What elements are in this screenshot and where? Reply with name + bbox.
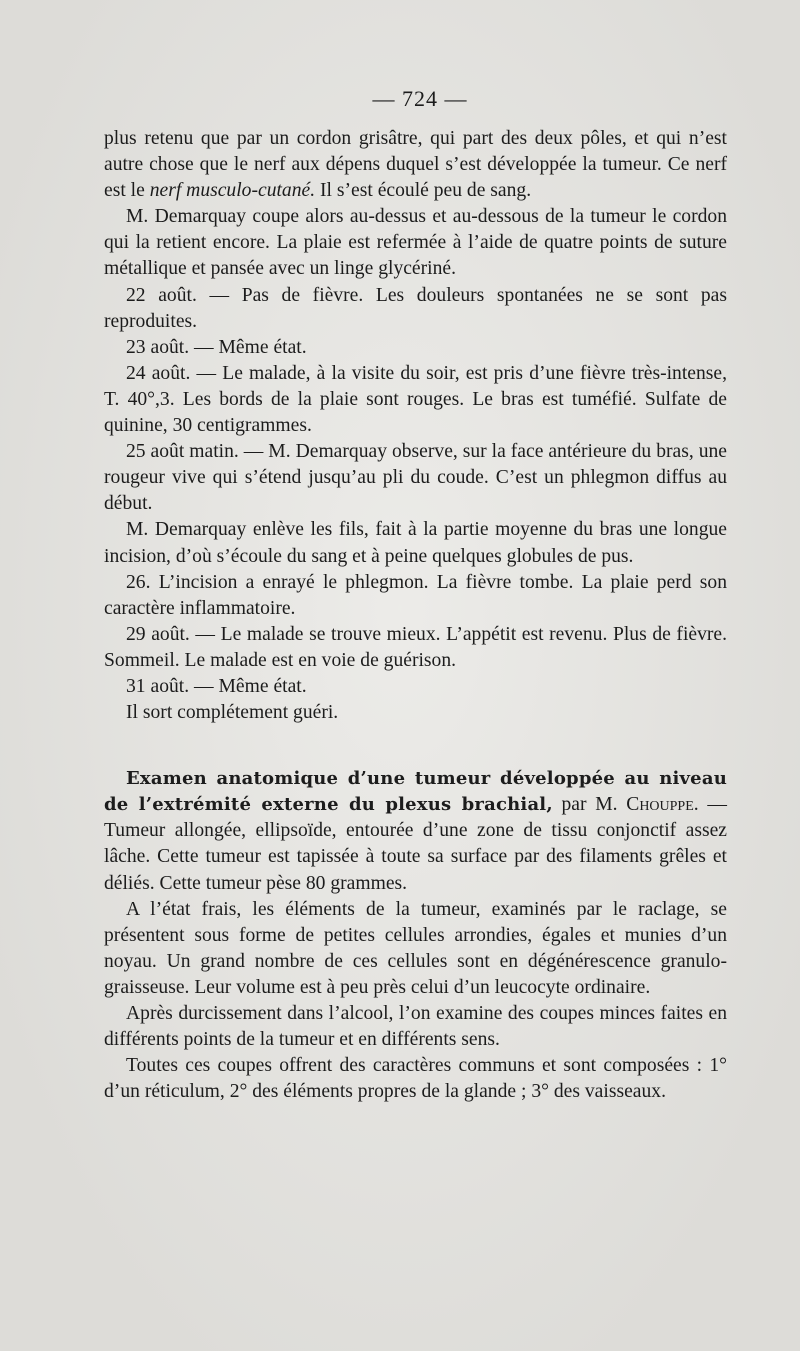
- italic-term: nerf musculo-cutané.: [149, 180, 316, 202]
- paragraph: A l’état frais, les éléments de la tumeur, examinés par le raclage, se présentent sous forme de petites cellules arrondies, égales et munies d’un noyau. Un grand nombre de ces cellules sont en dégénérescence granulo-graisseuse. Leur volume est à peu près celui d’un leucocyte ordinaire.: [104, 898, 727, 998]
- section-gap: [104, 726, 727, 766]
- paragraph-text: Il s’est écoulé peu de sang.: [315, 180, 532, 202]
- paragraph: 31 août. — Même état.: [126, 675, 307, 697]
- paragraph: M. Demarquay enlève les fils, fait à la partie moyenne du bras une longue incision, d’où s’écoule du sang et à peine quelques globules de pus.: [104, 519, 727, 567]
- paragraph: 29 août. — Le malade se trouve mieux. L’appétit est revenu. Plus de fièvre. Sommeil. Le malade est en voie de guérison.: [104, 623, 727, 671]
- page-number: — 724 —: [372, 86, 468, 111]
- paragraph: Après durcissement dans l’alcool, l’on examine des coupes minces faites en différents points de la tumeur et en différents sens.: [104, 1003, 727, 1051]
- heading-byline: par M.: [552, 794, 627, 816]
- section-heading: Examen anatomique d’une tumeur développée au niveau de l’extrémité externe du plexus brachial,: [104, 768, 727, 816]
- paragraph: 22 août. — Pas de fièvre. Les douleurs spontanées ne se sont pas reproduites.: [104, 284, 727, 332]
- text-column: [104, 126, 727, 1105]
- paragraph-text: plus retenu que par un cordon grisâtre, qui part des deux pôles, et qui n’est autre chose que le nerf aux dépens duquel s’est développée la tumeur. Ce nerf est le: [104, 128, 727, 202]
- section-heading-paragraph: [104, 766, 727, 896]
- heading-author: Chouppe.: [626, 794, 699, 816]
- paragraph-text: — Tumeur allongée, ellipsoïde, entourée d’une zone de tissu conjonctif assez lâche. Cette tumeur est tapissée à toute sa surface par des filaments grêles et déliés. Cette tumeur pèse 80 grammes.: [104, 794, 727, 894]
- paragraph: [104, 126, 727, 204]
- paragraph: 24 août. — Le malade, à la visite du soir, est pris d’une fièvre très-intense, T. 40°,3. Les bords de la plaie sont rouges. Le bras est tuméfié. Sulfate de quinine, 30 centigrammes.: [104, 362, 727, 437]
- paragraph: M. Demarquay coupe alors au-dessus et au-dessous de la tumeur le cordon qui la retient encore. La plaie est refermée à l’aide de quatre points de suture métallique et pansée avec un linge glycériné.: [104, 206, 727, 280]
- paragraph: 26. L’incision a enrayé le phlegmon. La fièvre tombe. La plaie perd son caractère inflammatoire.: [104, 571, 727, 619]
- paragraph: Il sort complétement guéri.: [126, 702, 339, 724]
- paragraph: 25 août matin. — M. Demarquay observe, sur la face antérieure du bras, une rougeur vive qui s’étend jusqu’au pli du coude. C’est un phlegmon diffus au début.: [104, 441, 727, 515]
- paragraph: 23 août. — Même état.: [126, 336, 307, 358]
- paragraph: Toutes ces coupes offrent des caractères communs et sont composées : 1° d’un réticulum, 2° des éléments propres de la glande ; 3° des vaisseaux.: [104, 1055, 727, 1103]
